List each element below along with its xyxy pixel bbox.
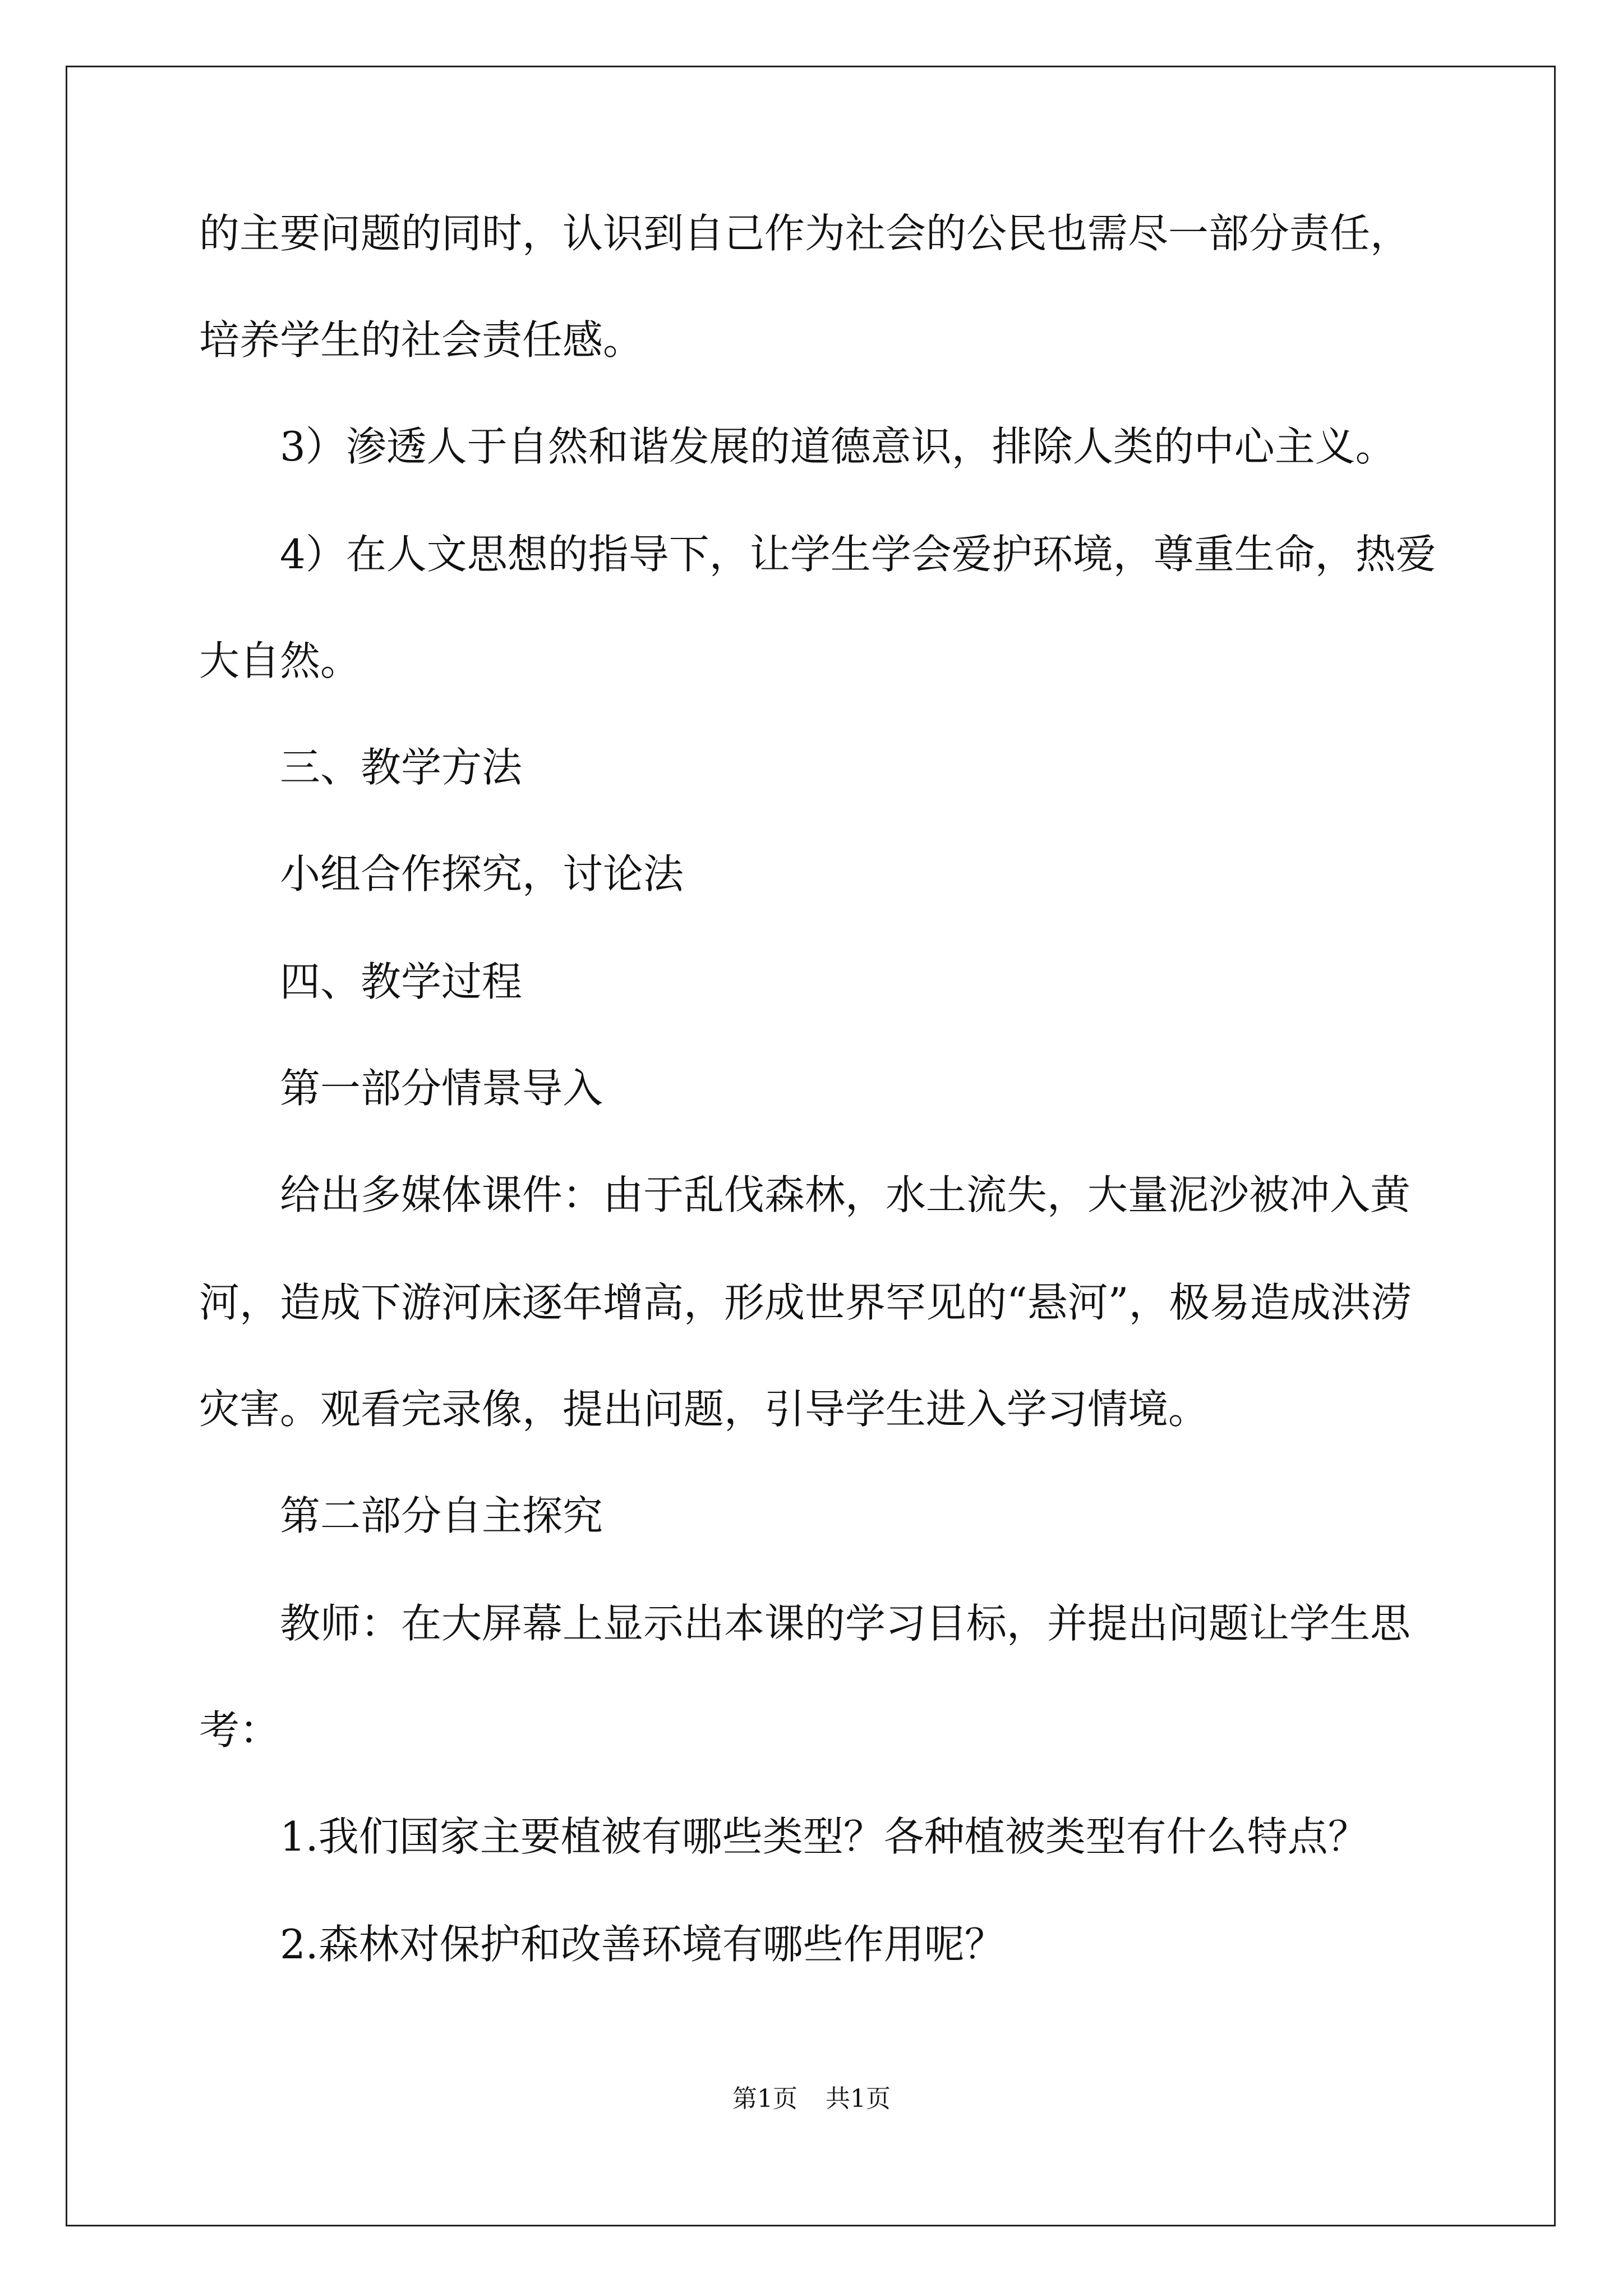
- text-line: 河，造成下游河床逐年增高，形成世界罕见的“悬河”，极易造成洪涝: [199, 1279, 1412, 1326]
- page-border: [66, 66, 1556, 2226]
- subsection-heading: 第一部分情景导入: [280, 1065, 603, 1112]
- text-line: 培养学生的社会责任感。: [199, 316, 644, 364]
- text-line: 3）渗透人于自然和谐发展的道德意识，排除人类的中心主义。: [280, 423, 1396, 470]
- text-line: 考：: [199, 1706, 280, 1754]
- text-line: 的主要问题的同时，认识到自己作为社会的公民也需尽一部分责任，: [199, 210, 1411, 257]
- list-item: 1.我们国家主要植被有哪些类型？各种植被类型有什么特点？: [280, 1813, 1368, 1860]
- text-line: 教师：在大屏幕上显示出本课的学习目标，并提出问题让学生思: [280, 1600, 1411, 1647]
- list-item: 2.森林对保护和改善环境有哪些作用呢？: [280, 1921, 1005, 1968]
- subsection-heading: 第二部分自主探究: [280, 1492, 603, 1539]
- page-footer: [0, 2082, 1623, 2116]
- section-heading: 四、教学过程: [280, 958, 523, 1005]
- text-line: 4）在人文思想的指导下，让学生学会爱护环境，尊重生命，热爱: [280, 531, 1436, 578]
- section-heading: 三、教学方法: [280, 744, 523, 791]
- page-number: 第1页: [732, 2085, 797, 2113]
- page-total: 共1页: [826, 2085, 891, 2113]
- text-line: 灾害。观看完录像，提出问题，引导学生进入学习情境。: [199, 1386, 1209, 1433]
- text-line: 大自然。: [199, 637, 361, 684]
- text-line: 给出多媒体课件：由于乱伐森林，水土流失，大量泥沙被冲入黄: [280, 1171, 1411, 1218]
- text-line: 小组合作探究，讨论法: [280, 850, 684, 898]
